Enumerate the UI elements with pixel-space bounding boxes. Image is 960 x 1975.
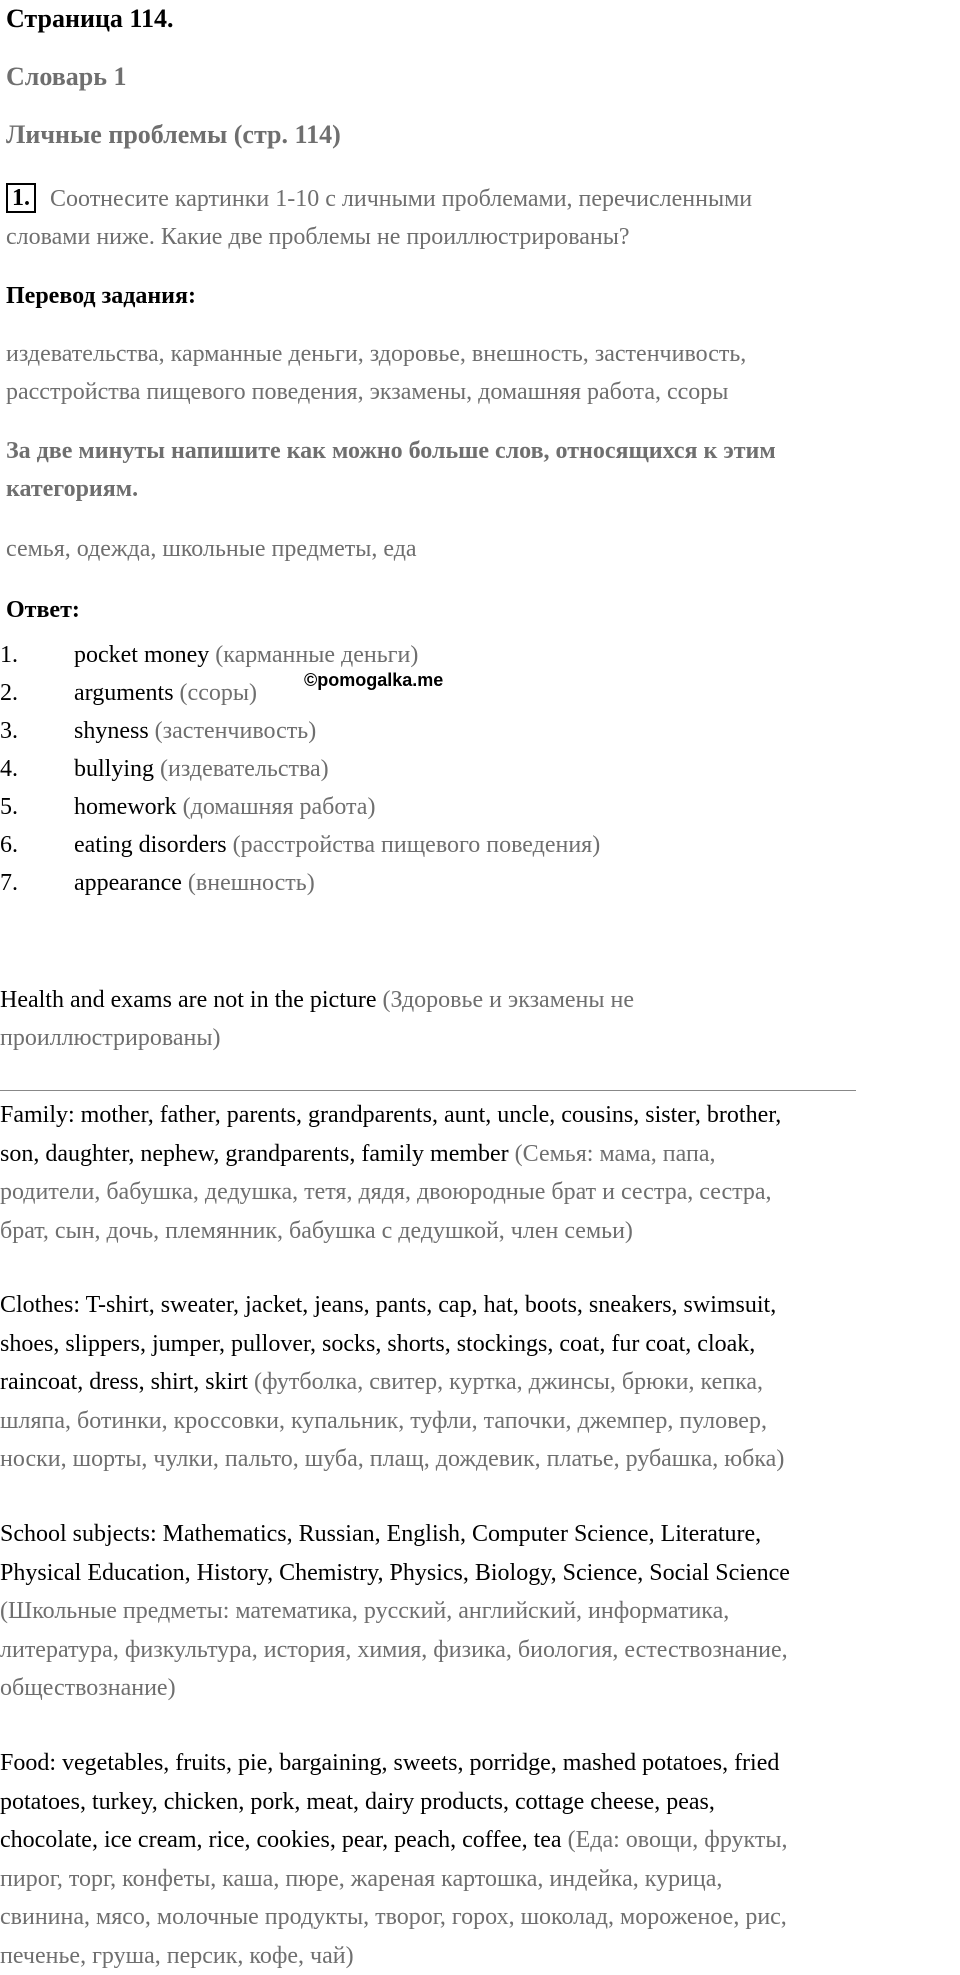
list-ru: (домашняя работа): [183, 794, 376, 820]
clothes-line-2: shoes, slippers, jumper, pullover, socks, shorts, stockings, coat, fur coat, cloak,: [0, 1325, 960, 1364]
translation-line-1: издевательства, карманные деньги, здоровье, внешность, застенчивость,: [6, 335, 746, 373]
family-line-1: Family: mother, father, parents, grandparents, aunt, uncle, cousins, sister, brother,: [0, 1096, 960, 1135]
list-en: bullying: [74, 756, 154, 782]
school-line-5: обществознание): [0, 1669, 960, 1708]
task-line-1: [6, 180, 752, 218]
missing-ru: (Здоровье и экзамены не: [383, 987, 634, 1013]
list-ru: (ссоры): [180, 680, 257, 706]
clothes-line-1: Clothes: T-shirt, sweater, jacket, jeans, pants, cap, hat, boots, sneakers, swimsuit,: [0, 1286, 960, 1325]
missing-line-2: проиллюстрированы): [0, 1019, 220, 1057]
task-line-2: словами ниже. Какие две проблемы не проиллюстрированы?: [6, 218, 630, 256]
list-number: 6.: [0, 826, 74, 864]
list-en: homework: [74, 794, 177, 820]
list-item: [0, 788, 375, 826]
vocab-heading: Словарь 1: [6, 58, 126, 96]
missing-en: Health and exams are not in the picture: [0, 987, 377, 1013]
list-item: [0, 864, 315, 902]
list-ru: (внешность): [188, 870, 315, 896]
list-number: 2.: [0, 674, 74, 712]
task2-line-2: категориям.: [6, 470, 138, 508]
categories-line: семья, одежда, школьные предметы, еда: [6, 530, 417, 568]
task-text-1: Соотнесите картинки 1-10 с личными проблемами, перечисленными: [50, 186, 752, 212]
school-line-1: School subjects: Mathematics, Russian, English, Computer Science, Literature,: [0, 1515, 960, 1554]
list-en: arguments: [74, 680, 174, 706]
answer-heading: Ответ:: [6, 591, 80, 629]
list-number: 5.: [0, 788, 74, 826]
clothes-ru-start: (футболка, свитер, куртка, джинсы, брюки, кепка,: [254, 1369, 763, 1395]
list-number: 4.: [0, 750, 74, 788]
missing-line-1: [0, 981, 634, 1019]
food-line-3: [0, 1821, 960, 1860]
page-title: Страница 114.: [6, 0, 174, 38]
food-line-5: свинина, мясо, молочные продукты, творог, горох, шоколад, мороженое, рис,: [0, 1898, 960, 1937]
food-line-4: пирог, торг, конфеты, каша, пюре, жареная картошка, индейка, курица,: [0, 1860, 960, 1899]
food-line-1: Food: vegetables, fruits, pie, bargaining, sweets, porridge, mashed potatoes, fried: [0, 1744, 960, 1783]
list-ru: (застенчивость): [155, 718, 317, 744]
task2-line-1: За две минуты напишите как можно больше слов, относящихся к этим: [6, 432, 776, 470]
translation-heading: Перевод задания:: [6, 277, 196, 315]
food-line-6: печенье, груша, персик, кофе, чай): [0, 1937, 960, 1975]
divider: [0, 1090, 856, 1091]
translation-line-2: расстройства пищевого поведения, экзамены, домашняя работа, ссоры: [6, 373, 728, 411]
clothes-line-5: носки, шорты, чулки, пальто, шуба, плащ, дождевик, платье, рубашка, юбка): [0, 1440, 960, 1479]
list-item: [0, 712, 316, 750]
clothes-line-3: [0, 1363, 960, 1402]
list-number: 7.: [0, 864, 74, 902]
list-en: eating disorders: [74, 832, 227, 858]
list-ru: (расстройства пищевого поведения): [233, 832, 601, 858]
list-number: 3.: [0, 712, 74, 750]
school-paragraph: [0, 1515, 960, 1708]
watermark: ©pomogalka.me: [304, 670, 443, 691]
clothes-line-4: шляпа, ботинки, кроссовки, купальник, туфли, тапочки, джемпер, пуловер,: [0, 1402, 960, 1441]
family-line-2: [0, 1135, 960, 1174]
list-ru: (карманные деньги): [215, 642, 418, 668]
list-en: appearance: [74, 870, 182, 896]
task-number-box: 1.: [6, 183, 36, 213]
list-item: [0, 636, 418, 674]
family-line-4: брат, сын, дочь, племянник, бабушка с дедушкой, член семьи): [0, 1212, 960, 1251]
food-ru-start: (Еда: овощи, фрукты,: [568, 1827, 788, 1853]
list-item: [0, 750, 329, 788]
food-en-end: chocolate, ice cream, rice, cookies, pear, peach, coffee, tea: [0, 1827, 562, 1853]
list-item: [0, 674, 257, 712]
food-paragraph: [0, 1744, 960, 1975]
list-number: 1.: [0, 636, 74, 674]
list-en: shyness: [74, 718, 149, 744]
school-line-4: литература, физкультура, история, химия, физика, биология, естествознание,: [0, 1631, 960, 1670]
family-ru-start: (Семья: мама, папа,: [515, 1141, 716, 1167]
list-ru: (издевательства): [160, 756, 329, 782]
family-line-3: родители, бабушка, дедушка, тетя, дядя, двоюродные брат и сестра, сестра,: [0, 1173, 960, 1212]
clothes-paragraph: [0, 1286, 960, 1479]
list-en: pocket money: [74, 642, 209, 668]
family-paragraph: [0, 1096, 960, 1250]
school-line-2: Physical Education, History, Chemistry, Physics, Biology, Science, Social Science: [0, 1554, 960, 1593]
school-line-3: (Школьные предметы: математика, русский, английский, информатика,: [0, 1592, 960, 1631]
topic-heading: Личные проблемы (стр. 114): [6, 116, 341, 154]
family-en-end: son, daughter, nephew, grandparents, family member: [0, 1141, 509, 1167]
list-item: [0, 826, 600, 864]
clothes-en-end: raincoat, dress, shirt, skirt: [0, 1369, 248, 1395]
food-line-2: potatoes, turkey, chicken, pork, meat, dairy products, cottage cheese, peas,: [0, 1783, 960, 1822]
